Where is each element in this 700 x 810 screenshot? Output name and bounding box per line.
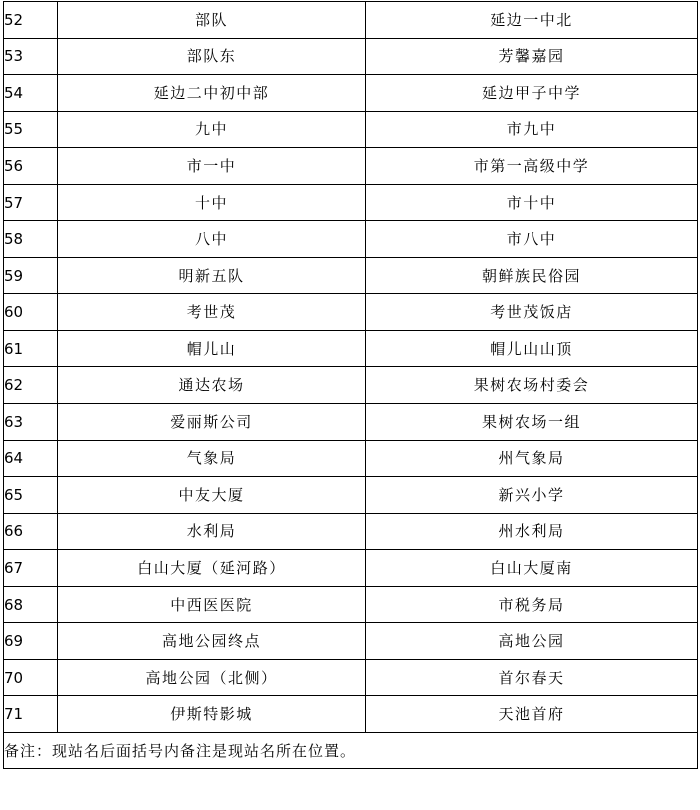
table-row (4, 586, 698, 623)
stop-name: 白山大厦（延河路） (58, 550, 366, 587)
table-row (4, 440, 698, 477)
row-number: 60 (4, 294, 58, 331)
row-number: 64 (4, 440, 58, 477)
row-number: 55 (4, 111, 58, 148)
bus-stop-table (3, 1, 698, 769)
table-row (4, 404, 698, 441)
stop-name: 中西医医院 (58, 586, 366, 623)
stop-location: 延边一中北 (366, 2, 698, 39)
row-number: 52 (4, 2, 58, 39)
row-number: 61 (4, 330, 58, 367)
table-row (4, 111, 698, 148)
table-row (4, 257, 698, 294)
stop-location: 芳馨嘉园 (366, 38, 698, 75)
stop-name: 市一中 (58, 148, 366, 185)
stop-location: 朝鲜族民俗园 (366, 257, 698, 294)
stop-name: 明新五队 (58, 257, 366, 294)
stop-location: 延边甲子中学 (366, 75, 698, 112)
stop-name: 中友大厦 (58, 477, 366, 514)
stop-location: 果树农场村委会 (366, 367, 698, 404)
stop-location: 市九中 (366, 111, 698, 148)
stop-location: 考世茂饭店 (366, 294, 698, 331)
table-row (4, 148, 698, 185)
table-row (4, 38, 698, 75)
row-number: 53 (4, 38, 58, 75)
row-number: 67 (4, 550, 58, 587)
table-row (4, 330, 698, 367)
stop-location: 州气象局 (366, 440, 698, 477)
stop-location: 市税务局 (366, 586, 698, 623)
stop-location: 市第一高级中学 (366, 148, 698, 185)
table-row (4, 221, 698, 258)
table-row (4, 477, 698, 514)
table-row (4, 294, 698, 331)
row-number: 63 (4, 404, 58, 441)
stop-location: 白山大厦南 (366, 550, 698, 587)
stop-name: 水利局 (58, 513, 366, 550)
row-number: 56 (4, 148, 58, 185)
stop-name: 考世茂 (58, 294, 366, 331)
stop-location: 新兴小学 (366, 477, 698, 514)
stop-name: 八中 (58, 221, 366, 258)
stop-location: 州水利局 (366, 513, 698, 550)
row-number: 70 (4, 659, 58, 696)
row-number: 65 (4, 477, 58, 514)
stop-name: 爱丽斯公司 (58, 404, 366, 441)
row-number: 57 (4, 184, 58, 221)
stop-table-sheet (3, 1, 697, 769)
row-number: 69 (4, 623, 58, 660)
table-row (4, 696, 698, 733)
stop-name: 部队 (58, 2, 366, 39)
stop-location: 首尔春天 (366, 659, 698, 696)
row-number: 59 (4, 257, 58, 294)
table-row (4, 550, 698, 587)
row-number: 58 (4, 221, 58, 258)
stop-name: 十中 (58, 184, 366, 221)
table-note: 备注：现站名后面括号内备注是现站名所在位置。 (4, 732, 698, 769)
stop-table-body (4, 2, 698, 733)
row-number: 62 (4, 367, 58, 404)
table-row (4, 184, 698, 221)
stop-name: 气象局 (58, 440, 366, 477)
stop-name: 高地公园终点 (58, 623, 366, 660)
stop-location: 市十中 (366, 184, 698, 221)
stop-location: 果树农场一组 (366, 404, 698, 441)
table-row (4, 623, 698, 660)
stop-name: 延边二中初中部 (58, 75, 366, 112)
row-number: 66 (4, 513, 58, 550)
row-number: 68 (4, 586, 58, 623)
table-row (4, 2, 698, 39)
table-row (4, 367, 698, 404)
stop-location: 高地公园 (366, 623, 698, 660)
row-number: 54 (4, 75, 58, 112)
stop-name: 帽儿山 (58, 330, 366, 367)
stop-name: 伊斯特影城 (58, 696, 366, 733)
stop-name: 高地公园（北侧） (58, 659, 366, 696)
stop-location: 市八中 (366, 221, 698, 258)
table-row (4, 513, 698, 550)
stop-location: 帽儿山山顶 (366, 330, 698, 367)
note-row (4, 732, 698, 769)
stop-location: 天池首府 (366, 696, 698, 733)
table-row (4, 75, 698, 112)
table-row (4, 659, 698, 696)
stop-name: 部队东 (58, 38, 366, 75)
row-number: 71 (4, 696, 58, 733)
stop-name: 九中 (58, 111, 366, 148)
stop-name: 通达农场 (58, 367, 366, 404)
